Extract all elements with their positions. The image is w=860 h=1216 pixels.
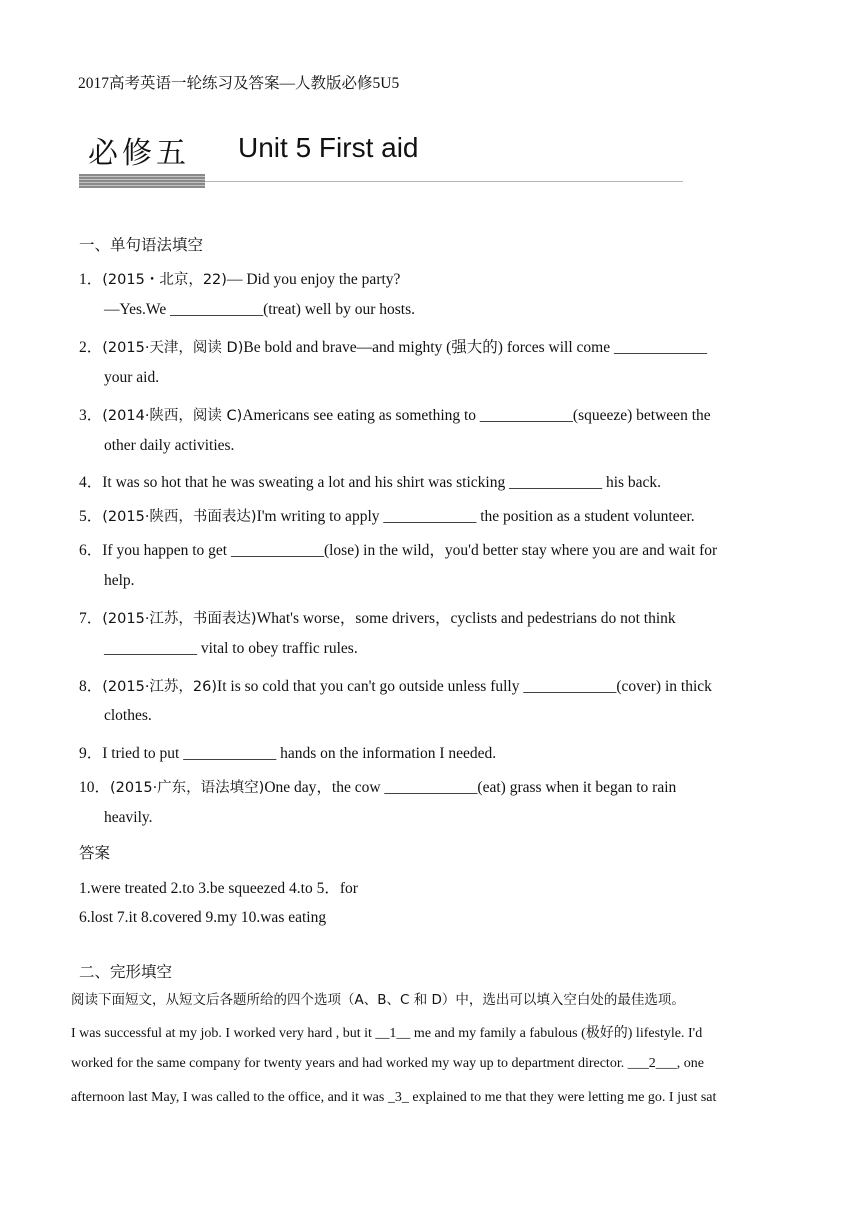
question-text: other daily activities. — [104, 437, 235, 454]
question-source: (2014·陕西，阅读 C) — [102, 408, 243, 424]
section1-heading: 一、单句语法填空 — [79, 236, 204, 254]
question-text: — Did you enjoy the party? — [226, 271, 401, 288]
question-text: ____________ vital to obey traffic rules. — [104, 640, 358, 657]
question-line — [79, 335, 707, 357]
question-source: (2015·江苏，26) — [102, 679, 218, 695]
question-line — [79, 504, 695, 526]
question-number: 3． — [79, 407, 103, 424]
question-number: 1． — [79, 271, 103, 288]
question-number: 6． — [79, 542, 103, 559]
section2-instruction: 阅读下面短文，从短文后各题所给的四个选项（A、B、C 和 D）中，选出可以填入空白处的最佳选项。 — [71, 992, 685, 1008]
passage-line: afternoon last May, I was called to the office, and it was _3_ explained to me that they were letting me go. I just sat — [71, 1090, 717, 1105]
question-source: (2015・北京，22) — [102, 272, 227, 288]
question-text: I tried to put ____________ hands on the information I needed. — [102, 745, 497, 762]
title-en: Unit 5 First aid — [238, 132, 419, 163]
question-source: (2015·广东，语法填空) — [110, 780, 265, 796]
question-number: 2． — [79, 339, 103, 356]
question-text: What's worse，some drivers，cyclists and pedestrians do not think — [256, 610, 676, 627]
answer-line: 6.lost 7.it 8.covered 9.my 10.was eating — [79, 909, 327, 926]
title-rule — [205, 181, 683, 182]
question-continuation — [104, 572, 135, 590]
question-text: help. — [104, 572, 135, 589]
question-text: I'm writing to apply ____________ the position as a student volunteer. — [256, 508, 695, 525]
question-text: Americans see eating as something to ____________(squeeze) between the — [242, 407, 711, 424]
question-number: 10． — [79, 779, 111, 796]
question-line — [79, 267, 400, 289]
section2-heading: 二、完形填空 — [79, 963, 173, 981]
question-source: (2015·江苏，书面表达) — [102, 611, 257, 627]
question-source: (2015·陕西，书面表达) — [102, 509, 257, 525]
question-text: —Yes.We ____________(treat) well by our hosts. — [104, 301, 416, 318]
question-continuation — [104, 809, 153, 827]
question-text: It was so hot that he was sweating a lot and his shirt was sticking ____________ his back. — [102, 474, 662, 491]
question-number: 8． — [79, 678, 103, 695]
question-text: If you happen to get ____________(lose) in the wild，you'd better stay where you are and wait for — [102, 542, 718, 559]
question-text: Be bold and brave—and mighty (强大的) forces will come ____________ — [243, 339, 707, 356]
passage-line: worked for the same company for twenty years and had worked my way up to department director. ___2___, one — [71, 1056, 704, 1071]
question-number: 9． — [79, 745, 103, 762]
question-continuation — [104, 369, 159, 387]
question-text: It is so cold that you can't go outside unless fully ____________(cover) in thick — [217, 678, 712, 695]
question-line — [79, 470, 661, 492]
question-continuation — [104, 301, 415, 319]
passage-line: I was successful at my job. I worked very hard , but it __1__ me and my family a fabulous (极好的) lifestyle. I'd — [71, 1026, 703, 1041]
question-line — [79, 674, 712, 696]
title-cn: 必修五 — [88, 136, 190, 171]
question-text: your aid. — [104, 369, 160, 386]
question-continuation — [104, 640, 358, 658]
question-line — [79, 741, 496, 763]
question-text: clothes. — [104, 707, 152, 724]
answer-label: 答案 — [79, 844, 111, 862]
question-text: One day，the cow ____________(eat) grass when it began to rain — [264, 779, 677, 796]
question-line — [79, 538, 717, 560]
title-underline-bar — [79, 174, 205, 188]
question-line — [79, 403, 711, 425]
question-continuation — [104, 707, 152, 725]
question-source: (2015·天津，阅读 D) — [102, 340, 244, 356]
question-line — [79, 606, 676, 628]
answer-line: 1.were treated 2.to 3.be squeezed 4.to 5．for — [79, 880, 358, 897]
question-line — [79, 775, 676, 797]
question-number: 5． — [79, 508, 103, 525]
question-number: 4． — [79, 474, 103, 491]
question-text: heavily. — [104, 809, 153, 826]
doc-header: 2017高考英语一轮练习及答案—人教版必修5U5 — [78, 75, 400, 92]
question-number: 7． — [79, 610, 103, 627]
question-continuation — [104, 437, 234, 455]
